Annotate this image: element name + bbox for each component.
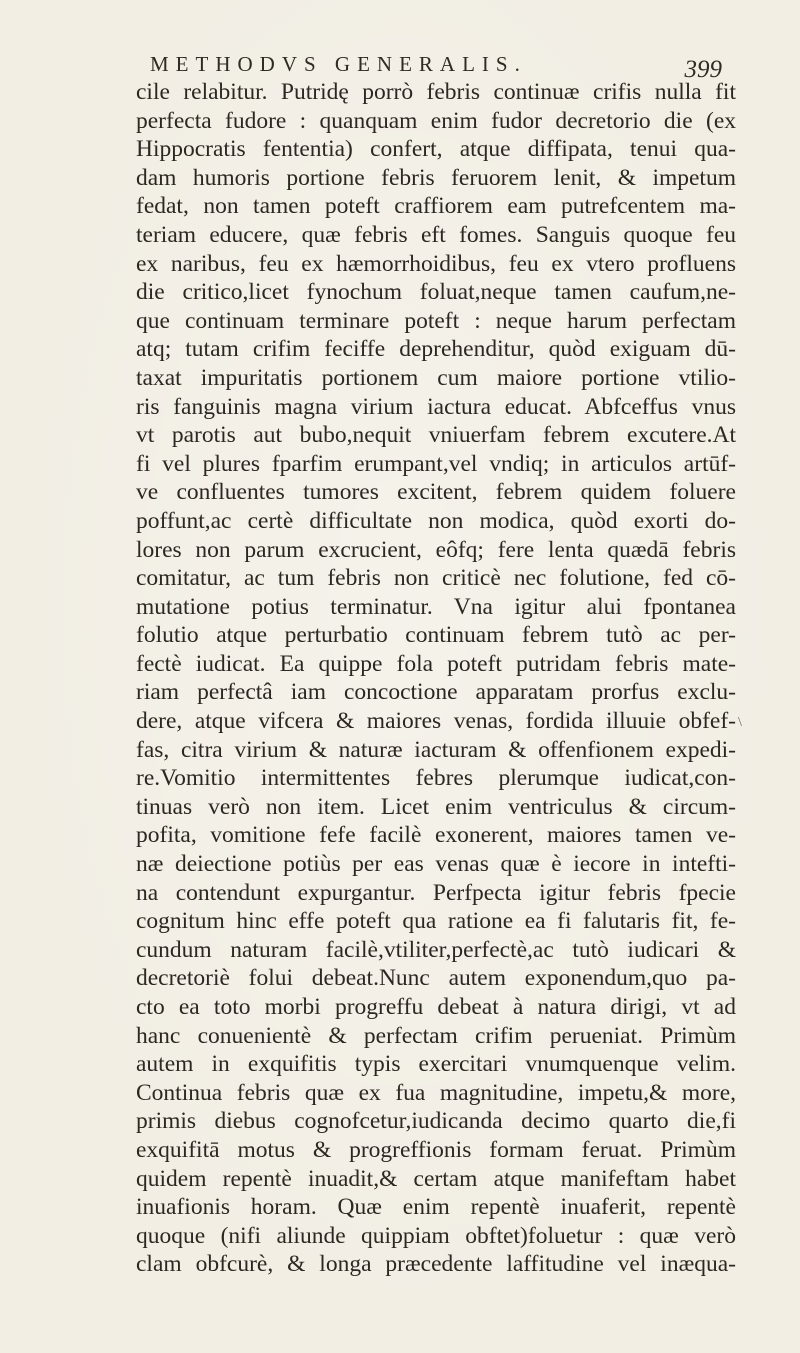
text-line: dere, atque vifcera & maiores venas, fordida illuuie obfef- [136, 708, 736, 735]
text-line: hanc conuenientè & perfectam crifim perueniat. Primùm [136, 1022, 736, 1049]
running-title: METHODVS GENERALIS. [150, 52, 527, 76]
text-line: die critico,licet fynochum foluat,neque tamen caufum,ne- [136, 279, 736, 306]
text-line: riam perfectâ iam concoctione apparatam prorfus exclu- [136, 679, 736, 706]
text-line: comitatur, ac tum febris non criticè nec folutione, fed cō- [136, 565, 736, 592]
text-line: cundum naturam facilè,vtiliter,perfectè,ac tutò iudicari & [136, 936, 736, 963]
text-line: atq; tutam crifim feciffe deprehenditur, quòd exiguam dū- [136, 336, 736, 363]
text-line: Continua febris quæ ex fua magnitudine, impetu,& more, [136, 1079, 736, 1106]
text-line: que continuam terminare poteft : neque harum perfectam [136, 307, 736, 334]
text-line: fas, citra virium & naturæ iacturam & offenfionem expedi- [136, 736, 736, 763]
text-line: folutio atque perturbatio continuam febrem tutò ac per- [136, 622, 736, 649]
text-line: exquifitā motus & progreffionis formam feruat. Primùm [136, 1136, 736, 1163]
text-line: lores non parum excrucient, eôfq; fere lenta quædā febris [136, 536, 736, 563]
text-line: dam humoris portione febris feruorem lenit, & impetum [136, 164, 736, 191]
text-line: mutatione potius terminatur. Vna igitur alui fpontanea [136, 593, 736, 620]
text-line: fectè iudicat. Ea quippe fola poteft putridam febris mate- [136, 650, 736, 677]
text-line: na contendunt expurgantur. Perfpecta igitur febris fpecie [136, 879, 736, 906]
text-line: inuafionis horam. Quæ enim repentè inuaferit, repentè [136, 1194, 736, 1221]
body-text [136, 78, 736, 1279]
text-line: tinuas verò non item. Licet enim ventriculus & circum- [136, 793, 736, 820]
text-line: autem in exquifitis typis exercitari vnumquenque velim. [136, 1051, 736, 1078]
text-line: vt parotis aut bubo,nequit vniuerfam febrem excutere.At [136, 422, 736, 449]
text-line: ex naribus, feu ex hæmorrhoidibus, feu ex vtero profluens [136, 250, 736, 277]
text-line: Hippocratis fententia) confert, atque diffipata, tenui qua- [136, 136, 736, 163]
text-line: taxat impuritatis portionem cum maiore portione vtilio- [136, 364, 736, 391]
text-line: cognitum hinc effe poteft qua ratione ea fi falutaris fit, fe- [136, 908, 736, 935]
text-line: næ deiectione potiùs per eas venas quæ è iecore in intefti- [136, 851, 736, 878]
text-line: re.Vomitio intermittentes febres plerumque iudicat,con- [136, 765, 736, 792]
text-line: poffunt,ac certè difficultate non modica, quòd exorti do- [136, 507, 736, 534]
text-line: fi vel plures fparfim erumpant,vel vndiq; in articulos artūf- [136, 450, 736, 477]
text-line: primis diebus cognofcetur,iudicanda decimo quarto die,fi [136, 1108, 736, 1135]
text-line: quidem repentè inuadit,& certam atque manifeftam habet [136, 1165, 736, 1192]
margin-mark: \ [738, 715, 742, 730]
text-line: ve confluentes tumores excitent, febrem quidem foluere [136, 479, 736, 506]
text-line: decretoriè folui debeat.Nunc autem exponendum,quo pa- [136, 965, 736, 992]
text-line: clam obfcurè, & longa præcedente laffitudine vel inæqua- [136, 1251, 736, 1278]
text-line: quoque (nifi aliunde quippiam obftet)foluetur : quæ verò [136, 1222, 736, 1249]
text-line: teriam educere, quæ febris eft fomes. Sanguis quoque feu [136, 221, 736, 248]
page-number: 399 [684, 56, 722, 83]
text-line: perfecta fudore : quanquam enim fudor decretorio die (ex [136, 107, 736, 134]
text-line: ris fanguinis magna virium iactura educat. Abfceffus vnus [136, 393, 736, 420]
text-line: fedat, non tamen poteft craffiorem eam putrefcentem ma- [136, 193, 736, 220]
text-line: cto ea toto morbi progreffu debeat à natura dirigi, vt ad [136, 994, 736, 1020]
text-line: cile relabitur. Putridę porrò febris continuæ crifis nulla fit [136, 79, 736, 105]
text-line: pofita, vomitione fefe facilè exonerent, maiores tamen ve- [136, 822, 736, 849]
